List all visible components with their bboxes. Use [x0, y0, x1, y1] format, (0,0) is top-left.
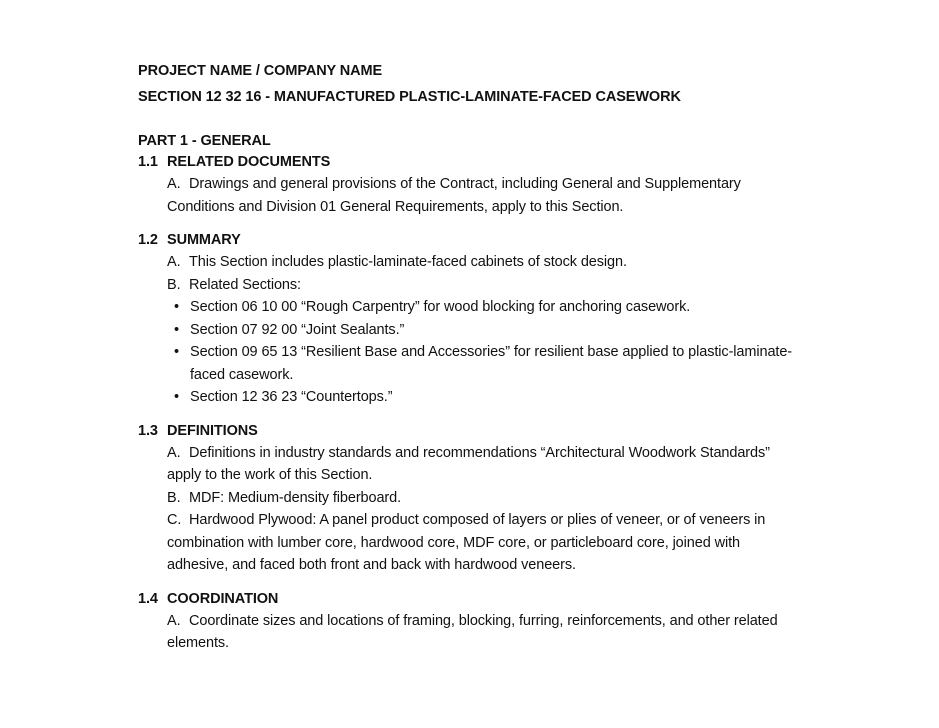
article-heading	[138, 421, 798, 442]
paragraph-letter: A.	[167, 444, 181, 461]
paragraph-letter: B.	[167, 276, 181, 293]
paragraph	[138, 442, 798, 487]
section-title: SECTION 12 32 16 - MANUFACTURED PLASTIC-LAMINATE-FACED CASEWORK	[138, 89, 681, 105]
paragraph-text: Definitions in industry standards and recommendations “Architectural Woodwork Standards” apply to the work of this Section.	[167, 444, 770, 483]
article-title: COORDINATION	[167, 590, 279, 607]
bullet-icon: •	[174, 344, 179, 360]
paragraph-letter: B.	[167, 489, 181, 506]
paragraph	[138, 610, 798, 655]
paragraph-text: This Section includes plastic-laminate-faced cabinets of stock design.	[189, 254, 627, 270]
article-number: 1.3	[138, 422, 158, 439]
list-item-text: Section 07 92 00 “Joint Sealants.”	[190, 321, 405, 338]
paragraph-text: Drawings and general provisions of the Contract, including General and Supplementary Conditions and Division 01 General Requirements, apply to this Section.	[167, 176, 741, 215]
article-definitions	[138, 421, 798, 577]
paragraph	[138, 251, 798, 274]
article-title: SUMMARY	[167, 232, 241, 248]
paragraph	[138, 487, 798, 510]
article-heading	[138, 152, 798, 173]
list-item-text: Section 12 36 23 “Countertops.”	[190, 389, 393, 405]
article-title: RELATED DOCUMENTS	[167, 154, 331, 170]
article-number: 1.2	[138, 232, 158, 248]
list-item	[174, 319, 798, 342]
paragraph	[138, 274, 798, 297]
part-title: PART 1 - GENERAL	[138, 133, 271, 149]
paragraph	[138, 509, 798, 577]
paragraph	[138, 173, 798, 218]
paragraph-text: Coordinate sizes and locations of framing, blocking, furring, reinforcements, and other related elements.	[167, 612, 778, 651]
article-coordination	[138, 589, 798, 655]
list-item-text: Section 06 10 00 “Rough Carpentry” for wood blocking for anchoring casework.	[190, 299, 691, 315]
related-sections-list	[138, 296, 798, 409]
article-title: DEFINITIONS	[167, 422, 258, 439]
paragraph-text: MDF: Medium-density fiberboard.	[189, 489, 402, 506]
article-heading	[138, 589, 798, 610]
article-summary	[138, 230, 798, 409]
article-related-documents	[138, 152, 798, 218]
project-name: PROJECT NAME / COMPANY NAME	[138, 63, 383, 79]
list-item	[174, 341, 798, 386]
paragraph-text: Hardwood Plywood: A panel product composed of layers or plies of veneer, or of veneers in combination with lumber core, hardwood core, MDF core, or particleboard core, joined with adhesive, and faced both front and back with hardwood veneers.	[167, 512, 766, 573]
paragraph-text: Related Sections:	[189, 276, 301, 293]
paragraph-letter: A.	[167, 612, 181, 629]
bullet-icon: •	[174, 389, 179, 405]
list-item	[174, 296, 798, 319]
paragraph-letter: C.	[167, 512, 182, 528]
paragraph-letter: A.	[167, 176, 181, 192]
list-item-text: Section 09 65 13 “Resilient Base and Accessories” for resilient base applied to plastic-laminate-faced casework.	[190, 344, 793, 383]
list-item	[174, 386, 798, 409]
bullet-icon: •	[174, 299, 179, 315]
spec-document	[138, 61, 798, 655]
paragraph-letter: A.	[167, 254, 181, 270]
bullet-icon: •	[174, 321, 179, 338]
article-heading	[138, 230, 798, 251]
article-number: 1.1	[138, 154, 158, 170]
article-number: 1.4	[138, 590, 158, 607]
